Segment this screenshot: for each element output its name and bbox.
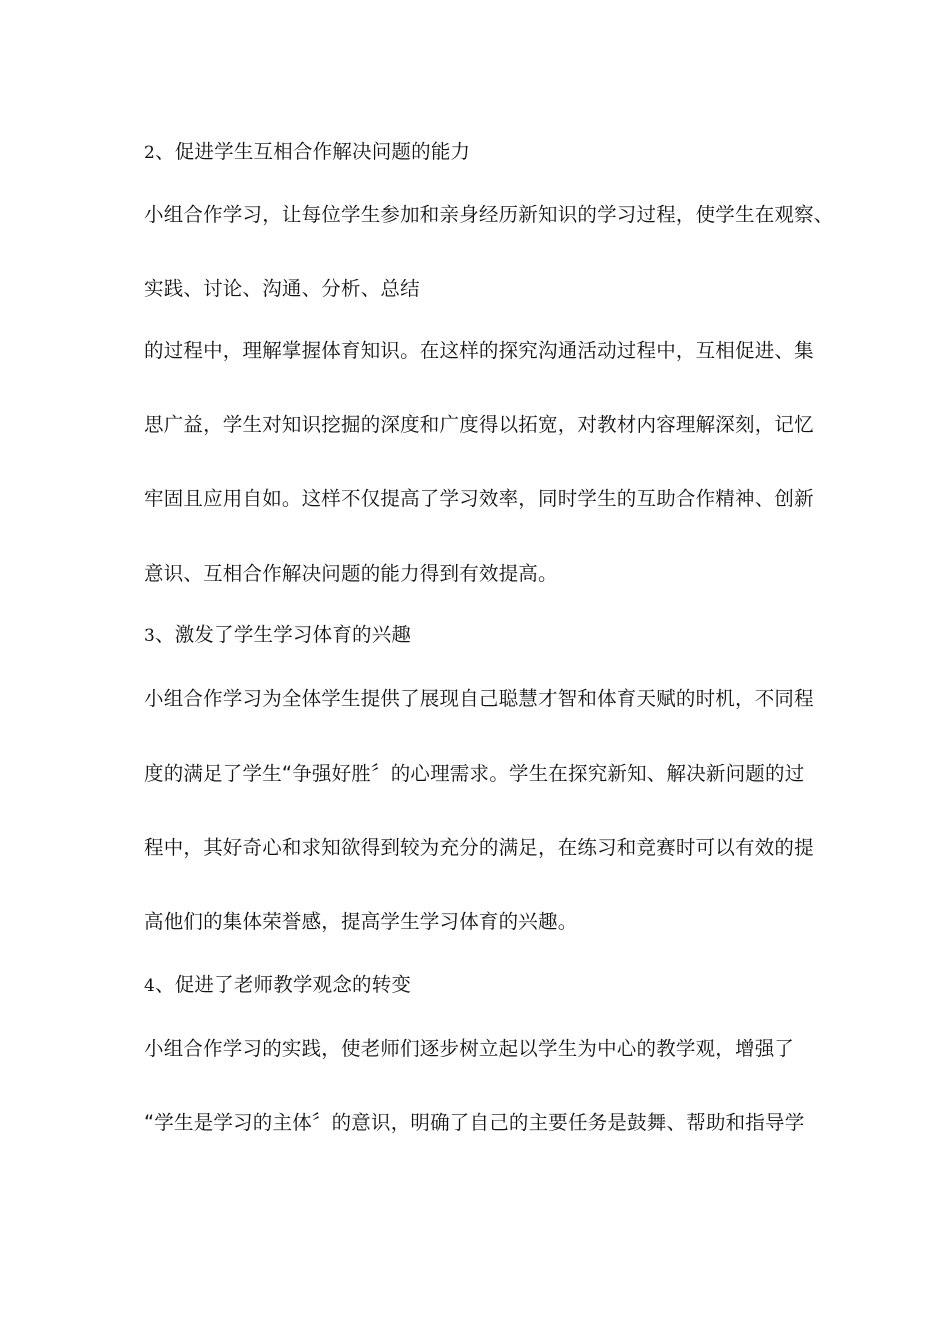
paragraph-line: 思广益，学生对知识挖掘的深度和广度得以拓宽，对教材内容理解深刻，记忆 [144,413,814,436]
paragraph-line: 程中，其好奇心和求知欲得到较为充分的满足，在练习和竞赛时可以有效的提 [144,836,814,859]
section-heading-3 [144,622,411,649]
paragraph-line: 高他们的集体荣誉感，提高学生学习体育的兴趣。 [144,910,578,933]
heading-number: 4 [144,976,156,996]
heading-number: 3 [144,626,156,646]
paragraph-line: 小组合作学习，让每位学生参加和亲身经历新知识的学习过程，使学生在观察、 [144,203,834,226]
paragraph-line: 牢固且应用自如。这样不仅提高了学习效率，同时学生的互助合作精神、创新 [144,487,814,510]
section-heading-2 [144,139,470,166]
paragraph-line: 度的满足了学生“争强好胜〞的心理需求。学生在探究新知、解决新问题的过 [144,762,805,785]
heading-text: 、激发了学生学习体育的兴趣 [155,623,412,646]
paragraph-line: 的过程中，理解掌握体育知识。在这样的探究沟通活动过程中，互相促进、集 [144,339,814,362]
heading-text: 、促进了老师教学观念的转变 [155,973,412,996]
section-heading-4 [144,972,411,999]
heading-text: 、促进学生互相合作解决问题的能力 [155,140,471,163]
paragraph-line: “学生是学习的主体〞的意识，明确了自己的主要任务是鼓舞、帮助和指导学 [144,1111,805,1134]
paragraph-line: 小组合作学习的实践，使老师们逐步树立起以学生为中心的教学观，增强了 [144,1037,795,1060]
paragraph-line: 小组合作学习为全体学生提供了展现自己聪慧才智和体育天赋的时机，不同程 [144,687,814,710]
paragraph-line: 意识、互相合作解决问题的能力得到有效提高。 [144,562,558,585]
paragraph-line: 实践、讨论、沟通、分析、总结 [144,277,420,300]
heading-number: 2 [144,143,156,163]
